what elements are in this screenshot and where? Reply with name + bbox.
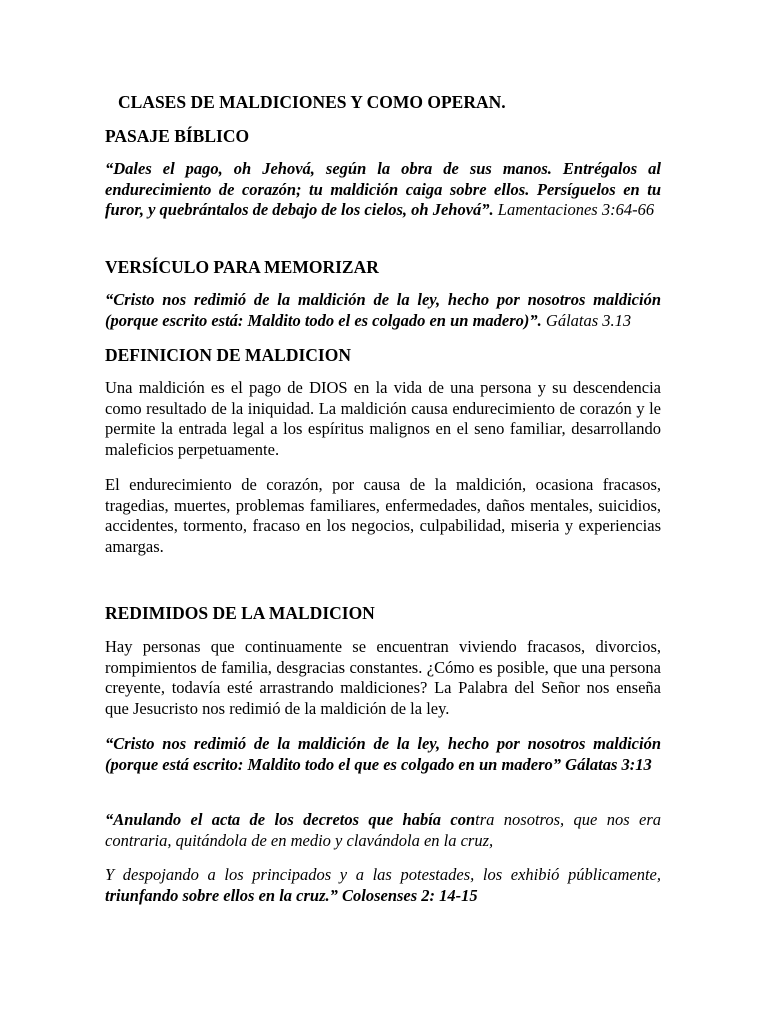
redimidos-quote-colosenses-2 bbox=[105, 865, 661, 906]
document-title: CLASES DE MALDICIONES Y COMO OPERAN. bbox=[118, 92, 506, 112]
definicion-paragraph-1: Una maldición es el pago de DIOS en la vida de una persona y su descendencia como resultado de la iniquidad. La maldición causa endurecimiento de corazón y le permite la entrada legal a los espíritus malignos en el seno familiar, desarrollando maleficios perpetuamente. bbox=[105, 378, 661, 459]
redimidos-paragraph: Hay personas que continuamente se encuentran viviendo fracasos, divorcios, rompimientos de familia, desgracias constantes. ¿Cómo es posible, que una persona creyente, todavía esté arrastrando maldiciones? La Palabra del Señor nos enseña que Jesucristo nos redimió de la maldición de la ley. bbox=[105, 637, 661, 718]
colosenses-2-lead: Y despojando a los principados y a las potestades, los exhibió públicamente, bbox=[105, 865, 661, 884]
heading-redimidos: REDIMIDOS DE LA MALDICION bbox=[105, 603, 375, 623]
pasaje-quote-text: “Dales el pago, oh Jehová, según la obra de sus manos. Entrégalos al endurecimiento de corazón; tu maldición caiga sobre ellos. Persíguelos en tu furor, y quebrántalos de debajo de los cielos, oh Jehová”. bbox=[105, 159, 661, 219]
heading-pasaje-biblico: PASAJE BÍBLICO bbox=[105, 126, 250, 146]
heading-versiculo: VERSÍCULO PARA MEMORIZAR bbox=[105, 257, 379, 277]
versiculo-reference: Gálatas 3.13 bbox=[541, 310, 632, 330]
definicion-paragraph-2: El endurecimiento de corazón, por causa de la maldición, ocasiona fracasos, tragedias, muertes, problemas familiares, enfermedades, daños mentales, suicidios, accidentes, tormento, fracaso en los negocios, culpabilidad, miseria y experiencias amargas. bbox=[105, 475, 661, 556]
heading-definicion: DEFINICION DE MALDICION bbox=[105, 345, 351, 365]
colosenses-2-bold: triunfando sobre ellos en la cruz.” Colosenses 2: 14-15 bbox=[105, 885, 478, 905]
pasaje-quote bbox=[105, 159, 661, 221]
pasaje-reference: Lamentaciones 3:64-66 bbox=[493, 200, 655, 219]
redimidos-quote-colosenses-1 bbox=[105, 810, 661, 851]
redimidos-quote-galatas: “Cristo nos redimió de la maldición de la ley, hecho por nosotros maldición (porque está escrito: Maldito todo el que es colgado en un madero” Gálatas 3:13 bbox=[105, 734, 661, 774]
versiculo-quote bbox=[105, 290, 661, 331]
colosenses-1-rest: tra nosotros, que nos era contraria, quitándola de en medio y clavándola en la cruz, bbox=[105, 810, 662, 850]
versiculo-quote-text: “Cristo nos redimió de la maldición de la ley, hecho por nosotros maldición (porque escrito está: Maldito todo el es colgado en un madero)”. bbox=[105, 290, 661, 330]
colosenses-1-bold: “Anulando el acta de los decretos que había con bbox=[105, 810, 476, 829]
